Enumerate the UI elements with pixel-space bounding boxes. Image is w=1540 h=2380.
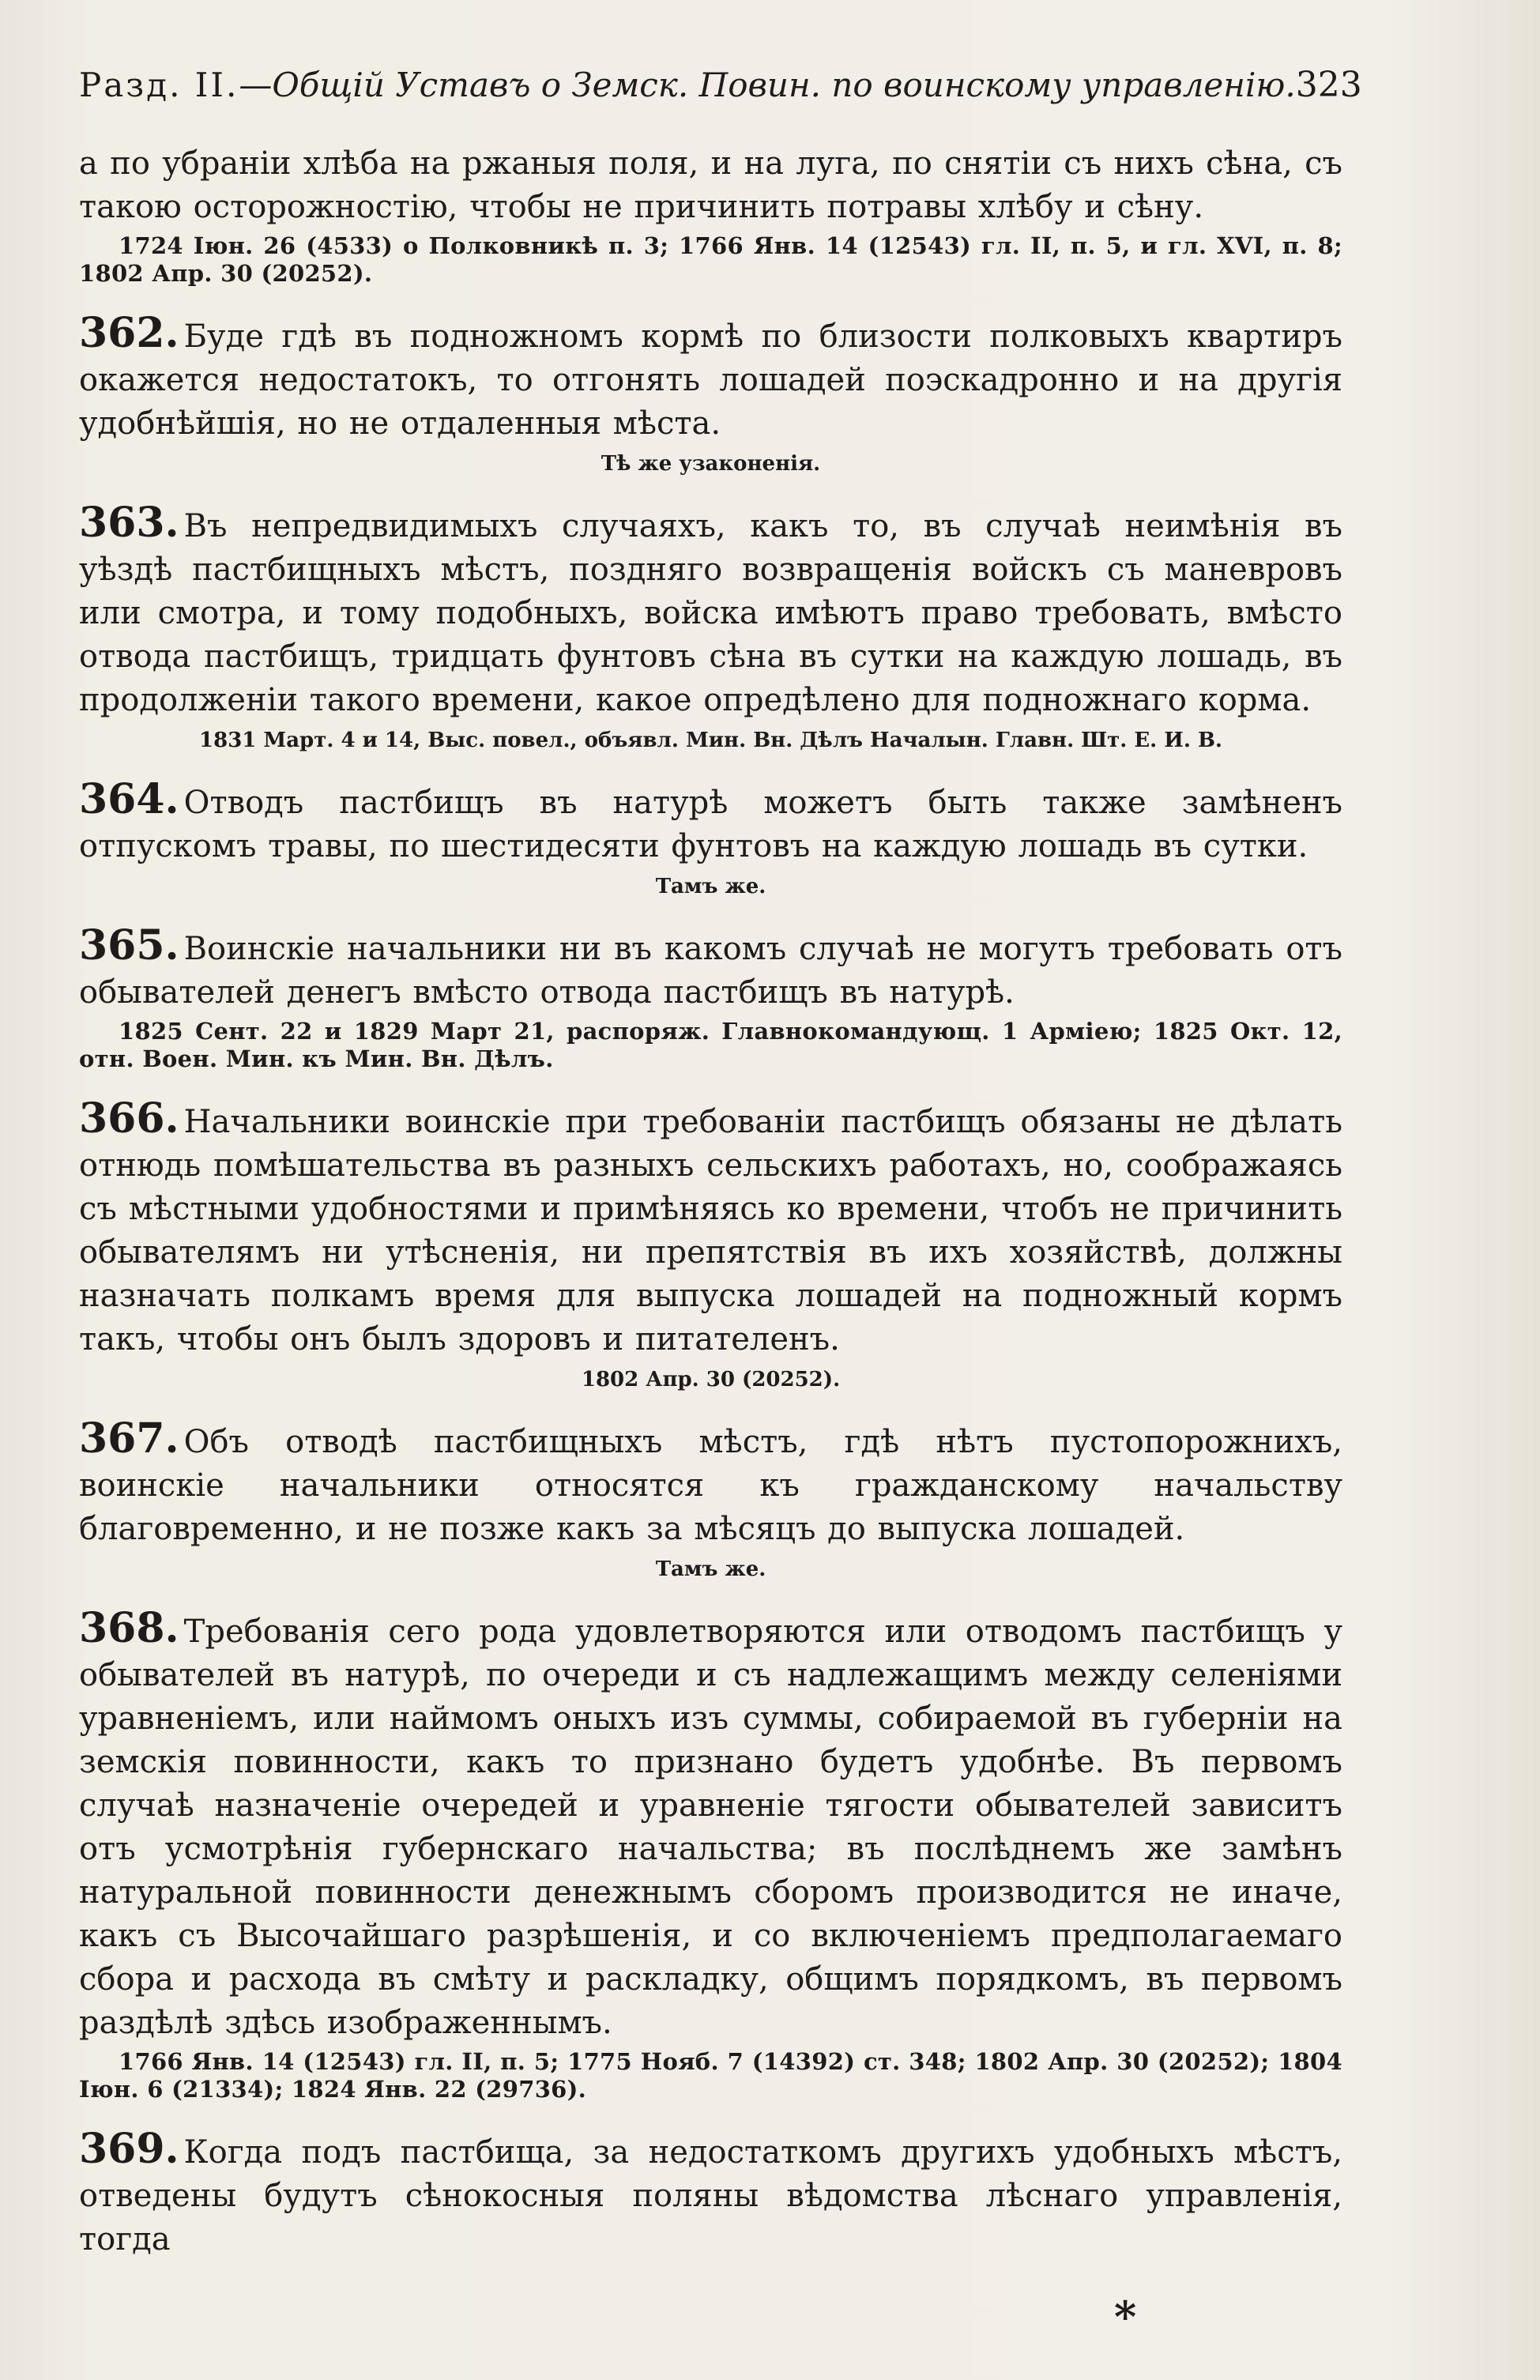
- article-number: 368.: [79, 1604, 179, 1652]
- article-reference: Тамъ же.: [655, 875, 766, 898]
- article-363: [79, 501, 1342, 754]
- article-text: Начальники воинскіе при требованіи пастбищъ обязаны не дѣлать отнюдь помѣшательства въ разныхъ сельскихъ работахъ, но, соображаясь съ мѣстными удобностями и примѣняясь ко времени, чтобъ не причинить обывателямъ ни утѣсненія, ни препятствія въ ихъ хозяйствѣ, должны назначать полкамъ время для выпуска лошадей на подножный кормъ такъ, чтобы онъ былъ здоровъ и питателенъ.: [79, 1104, 1342, 1358]
- page-number: 323: [1295, 65, 1362, 105]
- article-source: 1766 Янв. 14 (12543) гл. II, п. 5; 1775 Нояб. 7 (14392) ст. 348; 1802 Апр. 30 (20252); 1804 Іюн. 6 (21334); 1824 Янв. 22 (29736).: [79, 2048, 1342, 2103]
- article-368: [79, 1606, 1342, 2103]
- article-text: Въ непредвидимыхъ случаяхъ, какъ то, въ случаѣ неимѣнія въ уѣздѣ пастбищныхъ мѣстъ, поздняго возвращенія войскъ съ маневровъ или смотра, и тому подобныхъ, войска имѣютъ право требовать, вмѣсто отвода пастбищъ, тридцать фунтовъ сѣна въ сутки на каждую лошадь, въ продолженіи такого времени, какое опредѣлено для подножнаго корма.: [79, 508, 1342, 718]
- article-365: [79, 921, 1342, 1073]
- article-reference: 1802 Апр. 30 (20252).: [581, 1368, 841, 1391]
- article-reference: Тамъ же.: [655, 1557, 766, 1581]
- article-reference: 1831 Март. 4 и 14, Выс. повел., объявл. Мин. Вн. Дѣлъ Началын. Главн. Шт. Е. И. В.: [199, 729, 1222, 752]
- header-title: —Общій Уставъ о Земск. Повин. по воинскому управленію.: [239, 66, 1296, 104]
- article-366: [79, 1094, 1342, 1393]
- article-364: [79, 775, 1342, 900]
- article-362: [79, 311, 1342, 477]
- article-number: 367.: [79, 1414, 179, 1463]
- article-text: Воинскіе начальники ни въ какомъ случаѣ не могутъ требовать отъ обывателей денегъ вмѣсто отвода пастбищъ въ натурѣ.: [79, 931, 1342, 1011]
- article-number: 364.: [79, 775, 179, 823]
- article-text: Когда подъ пастбища, за недостаткомъ другихъ удобныхъ мѣстъ, отведены будутъ сѣнокосныя поляны вѣдомства лѣснаго управленія, тогда: [79, 2134, 1342, 2258]
- article-number: 362.: [79, 309, 179, 357]
- article-367: [79, 1414, 1342, 1583]
- article-source: 1825 Сент. 22 и 1829 Март 21, распоряж. Главнокомандующ. 1 Арміею; 1825 Окт. 12, отн. Воен. Мин. къ Мин. Вн. Дѣлъ.: [79, 1018, 1342, 1072]
- article-number: 363.: [79, 499, 179, 547]
- running-header: [79, 65, 1362, 120]
- article-text: Отводъ пастбищъ въ натурѣ можетъ быть также замѣненъ отпускомъ травы, по шестидесяти фунтовъ на каждую лошадь въ сутки.: [79, 785, 1342, 864]
- article-369: [79, 2127, 1342, 2261]
- lead-paragraph: [79, 142, 1342, 288]
- article-number: 365.: [79, 921, 179, 970]
- article-number: 366.: [79, 1094, 179, 1143]
- section-label: Разд. II.: [79, 66, 239, 104]
- article-text: Буде гдѣ въ подножномъ кормѣ по близости полковыхъ квартиръ окажется недостатокъ, то отгонять лошадей поэскадронно и на другія удобнѣйшія, но не отдаленныя мѣста.: [79, 318, 1342, 442]
- lead-text: а по убраніи хлѣба на ржаныя поля, и на луга, по снятіи съ нихъ сѣна, съ такою осторожностію, чтобы не причинить потравы хлѣбу и сѣну.: [79, 145, 1342, 225]
- article-text: Объ отводѣ пастбищныхъ мѣстъ, гдѣ нѣтъ пустопорожнихъ, воинскіе начальники относятся къ гражданскому начальству благовременно, и не позже какъ за мѣсяцъ до выпуска лошадей.: [79, 1424, 1342, 1547]
- article-number: 369.: [79, 2125, 179, 2173]
- header-title-group: [79, 66, 1296, 104]
- article-reference: Тѣ же узаконенія.: [601, 452, 821, 476]
- article-text: Требованія сего рода удовлетворяются или отводомъ пастбищъ у обывателей въ натурѣ, по очереди и съ надлежащимъ между селеніями уравненіемъ, или наймомъ оныхъ изъ суммы, собираемой въ губерніи на земскія повинности, какъ то признано будетъ удобнѣе. Въ первомъ случаѣ назначеніе очередей и уравненіе тягости обывателей зависитъ отъ усмотрѣнія губернскаго начальства; въ послѣднемъ же замѣнъ натуральной повинности денежнымъ сборомъ производится не иначе, какъ съ Высочайшаго разрѣшенія, и со включеніемъ предполагаемаго сбора и расхода въ смѣту и раскладку, общимъ порядкомъ, въ первомъ раздѣлѣ здѣсь изображеннымъ.: [79, 1614, 1342, 2041]
- signature-mark: *: [1114, 2292, 1137, 2342]
- lead-source: 1724 Іюн. 26 (4533) о Полковникѣ п. 3; 1766 Янв. 14 (12543) гл. II, п. 5, и гл. XVI, п. 8; 1802 Апр. 30 (20252).: [79, 232, 1342, 287]
